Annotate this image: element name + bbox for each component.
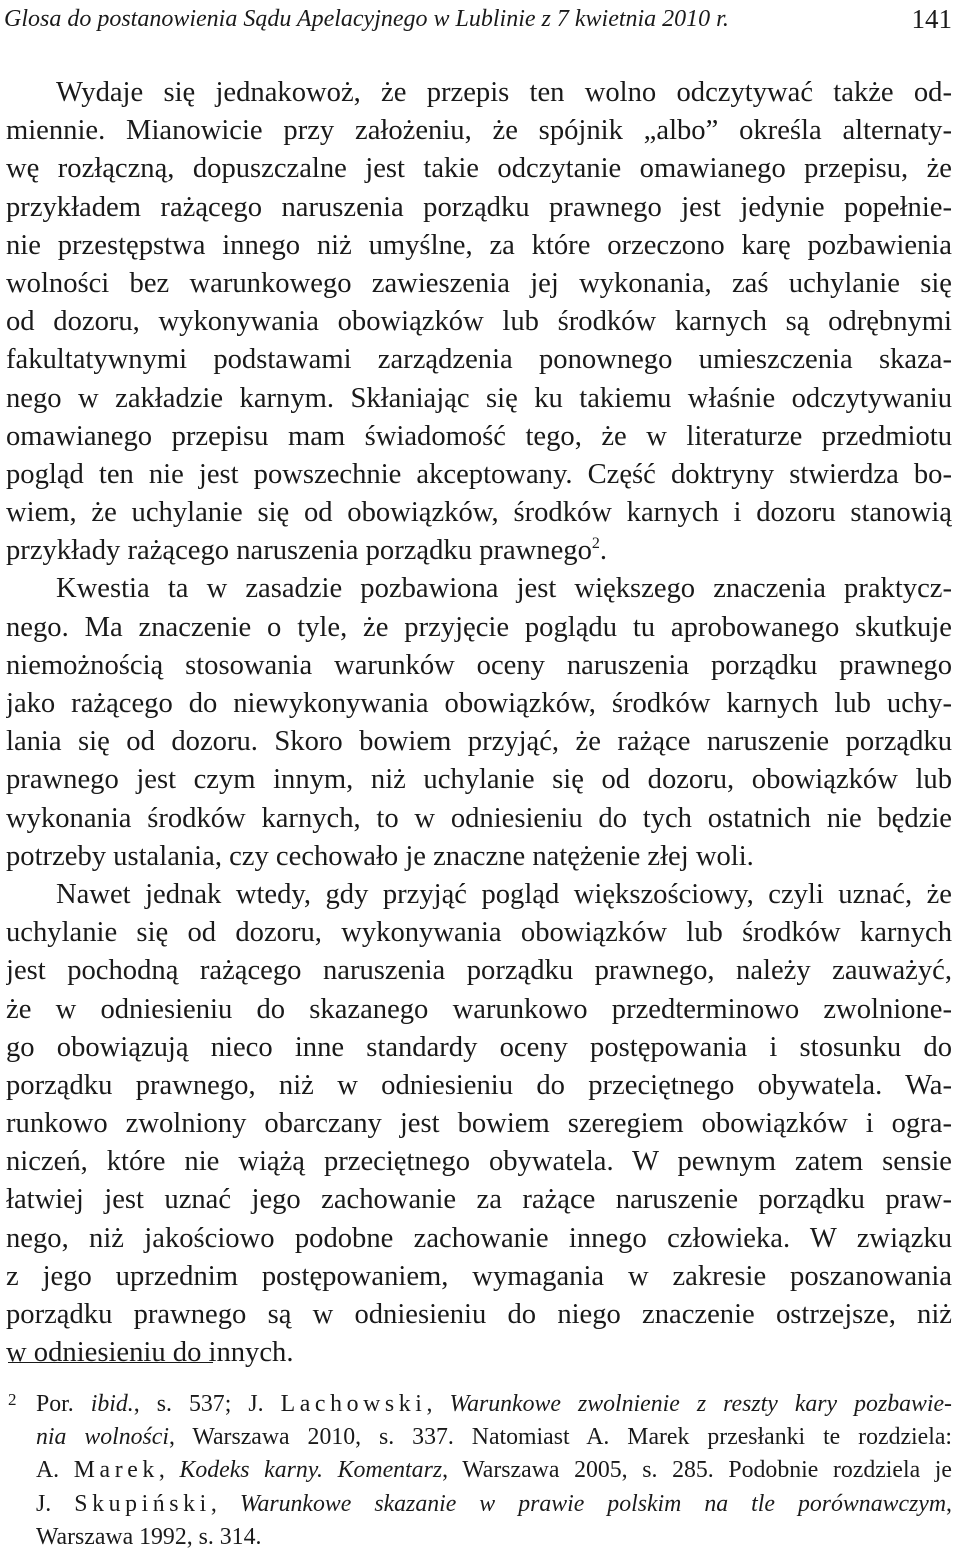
footnote-segment: , Warszawa 2010, s. 337. Natomiast A. Marek przesłanki te rozdziela:	[168, 1424, 952, 1451]
header-title: Glosa do postanowienia Sądu Apelacyjnego w Lublinie z 7 kwietnia 2010 r.	[4, 6, 729, 32]
text-line: nie przestępstwa innego niż umyślne, za które orzeczono karę pozbawienia	[6, 229, 952, 261]
footnote-line	[36, 1488, 952, 1521]
text-line: porządku prawnego są w odniesieniu do niego znaczenie ostrzejsze, niż	[6, 1299, 952, 1330]
footnote-author: Skupiński	[74, 1490, 211, 1517]
footnote-text	[36, 1388, 952, 1554]
text-line: niemożnością stosowania warunków oceny naruszenia porządku prawnego	[6, 649, 952, 681]
footnote-reference: 2	[591, 535, 600, 553]
footnote-reference-period: .	[599, 535, 608, 567]
footnote-segment: ,	[426, 1391, 450, 1417]
footnote-separator	[8, 1362, 213, 1363]
text-line: niczeń, które nie wiążą przeciętnego obywatela. W pewnym zatem sensie	[6, 1146, 952, 1178]
footnote-segment: A.	[36, 1457, 74, 1484]
text-line: uchylanie się od dozoru, wykonywania obowiązków lub środków karnych	[6, 917, 952, 949]
text-line: jest pochodną rażącego naruszenia porządku prawnego, należy zauważyć,	[6, 955, 952, 987]
text-line: przykładem rażącego naruszenia porządku prawnego jest jedynie popełnie-	[6, 191, 952, 223]
footnote-segment: ,	[210, 1490, 240, 1517]
text-line: pogląd ten nie jest powszechnie akceptowany. Część doktryny stwierdza bo-	[6, 458, 952, 490]
text-line: wolności bez warunkowego zawieszenia jej wykonania, zaś uchylanie się	[6, 267, 952, 299]
text-line: w odniesieniu do innych.	[6, 1337, 294, 1369]
text-line: Nawet jednak wtedy, gdy przyjąć pogląd większościowy, czyli uznać, że	[56, 878, 952, 910]
footnote-segment: Por.	[36, 1391, 91, 1417]
text-line: wiem, że uchylanie się od obowiązków, środków karnych i dozoru stanowią	[6, 497, 952, 529]
text-line	[6, 532, 952, 570]
text-line: porządku prawnego, niż w odniesieniu do przeciętnego obywatela. Wa-	[6, 1069, 952, 1101]
footnote-segment: ,	[946, 1490, 952, 1517]
footnote-segment: ,	[158, 1457, 180, 1484]
footnote-author: Marek	[73, 1457, 159, 1484]
footnote-segment: , s. 537; J.	[133, 1391, 281, 1417]
text-line-content: przykłady rażącego naruszenia porządku prawnego	[6, 535, 592, 567]
text-line: Kwestia ta w zasadzie pozbawiona jest większego znaczenia praktycz-	[56, 573, 952, 605]
text-line: fakultatywnymi podstawami zarządzenia ponownego umieszczenia skaza-	[6, 344, 952, 376]
text-line: prawnego jest czym innym, niż uchylanie się od dozoru, obowiązków lub	[6, 764, 952, 796]
footnote-line: Warszawa 1992, s. 314.	[36, 1523, 262, 1550]
text-line: jako rażącego do niewykonywania obowiązków, środków karnych lub uchy-	[6, 688, 952, 719]
text-line: Wydaje się jednakowoż, że przepis ten wolno odczytywać także od-	[56, 77, 952, 108]
footnote-work-title: nia wolności	[36, 1424, 169, 1451]
text-line: lania się od dozoru. Skoro bowiem przyjąć, że rażące naruszenie porządku	[6, 726, 952, 758]
footnote-work-title: Kodeks karny. Komentarz	[179, 1457, 443, 1484]
text-line: potrzeby ustalania, czy cechowało je znaczne natężenie złej woli.	[6, 840, 754, 872]
footnote-author: Lachowski	[280, 1391, 427, 1417]
text-line: nego. Ma znaczenie o tyle, że przyjęcie poglądu tu aprobowanego skutkuje	[6, 611, 952, 643]
footnote-work-title: Warunkowe skazanie w prawie polskim na tle porównawczym	[239, 1490, 947, 1517]
text-line: omawianego przepisu mam świadomość tego, że w literaturze przedmiotu	[6, 420, 952, 452]
footnote-ibid: ibid.	[90, 1391, 134, 1417]
text-line: wę rozłączną, dopuszczalne jest takie odczytanie omawianego przepisu, że	[6, 153, 952, 185]
footnote-line	[36, 1388, 952, 1421]
footnote-line	[36, 1421, 952, 1454]
text-line: nego w zakładzie karnym. Skłaniając się ku takiemu właśnie odczytywaniu	[6, 382, 952, 414]
text-line: z jego uprzednim postępowaniem, wymagania w zakresie poszanowania	[6, 1260, 952, 1292]
text-line: runkowo zwolniony obarczany jest bowiem szeregiem obowiązków i ogra-	[6, 1108, 952, 1140]
text-line: go obowiązują nieco inne standardy oceny postępowania i stosunku do	[6, 1031, 952, 1063]
footnote-number: 2	[8, 1390, 17, 1409]
footnote-segment: J.	[36, 1490, 75, 1517]
footnote-line	[36, 1454, 952, 1487]
footnote-segment: , Warszawa 2005, s. 285. Podobnie rozdziela je	[442, 1457, 952, 1484]
footnote-work-title: Warunkowe zwolnienie z reszty kary pozbawie-	[449, 1391, 952, 1417]
body-text	[6, 74, 952, 1372]
page-number: 141	[911, 4, 952, 34]
text-line: nego, niż jakościowo podobne zachowanie innego człowieka. W związku	[6, 1222, 952, 1254]
running-header	[4, 2, 952, 36]
text-line: miennie. Mianowicie przy założeniu, że spójnik „albo” określa alternaty-	[6, 115, 952, 147]
text-line: że w odniesieniu do skazanego warunkowo przedterminowo zwolnione-	[6, 993, 952, 1025]
text-line: od dozoru, wykonywania obowiązków lub środków karnych są odrębnymi	[6, 306, 952, 338]
text-line: wykonania środków karnych, to w odniesieniu do tych ostatnich nie będzie	[6, 802, 952, 834]
text-line: łatwiej jest uznać jego zachowanie za rażące naruszenie porządku praw-	[6, 1184, 952, 1216]
